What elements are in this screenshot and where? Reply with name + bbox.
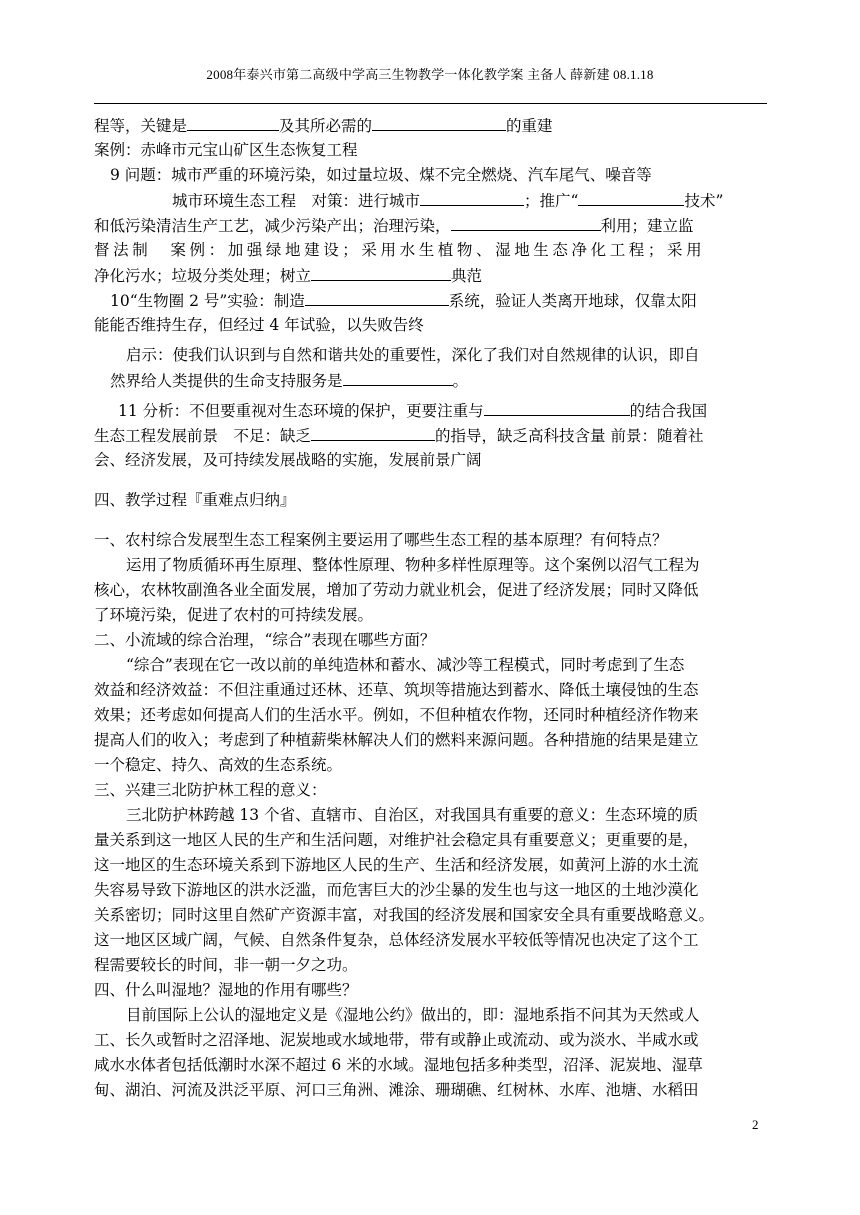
paragraph-line: 关系密切；同时这里自然矿产资源丰富，对我国的经济发展和国家安全具有重要战略意义。	[94, 906, 715, 924]
paragraph-line: 这一地区的生态环境关系到下游地区人民的生产、生活和经济发展，如黄河上游的水土流	[94, 856, 699, 874]
paragraph-line: 这一地区区域广阔，气候、自然条件复杂，总体经济发展水平较低等情况也决定了这个工	[94, 931, 699, 949]
paragraph-line: 核心，农林牧副渔各业全面发展，增加了劳动力就业机会，促进了经济发展；同时又降低	[94, 581, 699, 599]
fill-blank	[311, 425, 435, 441]
question-title: 三、兴建三北防护林工程的意义：	[94, 781, 327, 799]
text-line: 城市环境生态工程 对策：进行城市 ；推广“ 技术”	[172, 192, 724, 210]
paragraph-line: 工、长久或暂时之沼泽地、泥炭地或水域地带，带有或静止或流动、或为淡水、半咸水或	[94, 1031, 699, 1049]
fill-blank	[311, 265, 451, 281]
text-line: 案例：赤峰市元宝山矿区生态恢复工程	[94, 141, 358, 159]
fill-blank	[187, 115, 279, 131]
text-line: 启示：使我们认识到与自然和谐共处的重要性，深化了我们对自然规律的认识，即自	[126, 346, 700, 364]
page-header: 2008年泰兴市第二高级中学高三生物教学一体化教学案 主备人 薛新建 08.1.18	[206, 67, 654, 82]
text-line: 督法制 案例：加强绿地建设；采用水生植物、湿地生态净化工程；采用	[94, 241, 706, 259]
question-title: 二、小流域的综合治理，“综合”表现在哪些方面？	[94, 631, 436, 649]
question-title: 一、农村综合发展型生态工程案例主要运用了哪些生态工程的基本原理？有何特点？	[94, 531, 668, 549]
paragraph-line: 失容易导致下游地区的洪水泛滥，而危害巨大的沙尘暴的发生也与这一地区的土地沙漠化	[94, 881, 699, 899]
paragraph-line: 咸水水体者包括低潮时水深不超过 6 米的水域。湿地包括多种类型，沼泽、泥炭地、湿草	[94, 1056, 703, 1074]
text-line: 程等，关键是 及其所必需的 的重建	[94, 117, 553, 135]
fill-blank	[578, 190, 684, 206]
paragraph-line: 提高人们的收入；考虑到了种植薪柴林解决人们的燃料来源问题。各种措施的结果是建立	[94, 731, 699, 749]
fill-blank	[343, 370, 453, 386]
fill-blank	[420, 190, 524, 206]
header-rule	[94, 103, 767, 104]
text-line: 和低污染清洁生产工艺，减少污染产出；治理污染， 利用；建立监	[94, 217, 694, 235]
question-title: 四、什么叫湿地？湿地的作用有哪些？	[94, 981, 358, 999]
text-line: 能能否维持生存，但经过 4 年试验，以失败告终	[94, 316, 424, 334]
paragraph-line: 效果；还考虑如何提高人们的生活水平。例如，不但种植农作物，还同时种植经济作物来	[94, 706, 699, 724]
paragraph-line: 一个稳定、持久、高效的生态系统。	[94, 756, 343, 774]
text-line: 10“生物圈 2 号”实验：制造 系统，验证人类离开地球，仅靠太阳	[110, 292, 697, 310]
paragraph-line: “综合”表现在它一改以前的单纯造林和蓄水、减沙等工程模式，同时考虑到了生态	[126, 656, 685, 674]
fill-blank	[451, 215, 601, 231]
paragraph-line: 了环境污染，促进了农村的可持续发展。	[94, 606, 374, 624]
paragraph-line: 目前国际上公认的湿地定义是《湿地公约》做出的，即：湿地系指不问其为天然或人	[126, 1006, 700, 1024]
fill-blank	[372, 115, 506, 131]
paragraph-line: 三北防护林跨越 13 个省、直辖市、自治区，对我国具有重要的意义：生态环境的质	[126, 806, 699, 824]
text-line: 11 分析：不但要重视对生态环境的保护，更要注重与 的结合我国	[118, 402, 708, 420]
text-line: 会、经济发展，及可持续发展战略的实施，发展前景广阔	[94, 451, 482, 469]
fill-blank	[305, 290, 449, 306]
paragraph-line: 效益和经济效益：不但注重通过还林、还草、筑坝等措施达到蓄水、降低土壤侵蚀的生态	[94, 681, 699, 699]
page-number: 2	[752, 1117, 759, 1132]
section-title: 四、教学过程『重难点归纳』	[94, 491, 296, 509]
text-line: 生态工程发展前景 不足：缺乏 的指导，缺乏高科技含量 前景：随着社	[94, 427, 704, 445]
paragraph-line: 量关系到这一地区人民的生产和生活问题，对维护社会稳定具有重要意义；更重要的是，	[94, 831, 699, 849]
text-line: 9 问题：城市严重的环境污染，如过量垃圾、煤不完全燃烧、汽车尾气、噪音等	[110, 166, 652, 184]
paragraph-line: 运用了物质循环再生原理、整体性原理、物种多样性原理等。这个案例以沼气工程为	[126, 556, 700, 574]
fill-blank	[484, 400, 630, 416]
paragraph-line: 甸、湖泊、河流及洪泛平原、河口三角洲、滩涂、珊瑚礁、红树林、水库、池塘、水稻田	[94, 1081, 699, 1099]
paragraph-line: 程需要较长的时间，非一朝一夕之功。	[94, 956, 358, 974]
text-line: 净化污水；垃圾分类处理；树立 典范	[94, 267, 483, 285]
text-line: 然界给人类提供的生命支持服务是 。	[110, 372, 469, 390]
